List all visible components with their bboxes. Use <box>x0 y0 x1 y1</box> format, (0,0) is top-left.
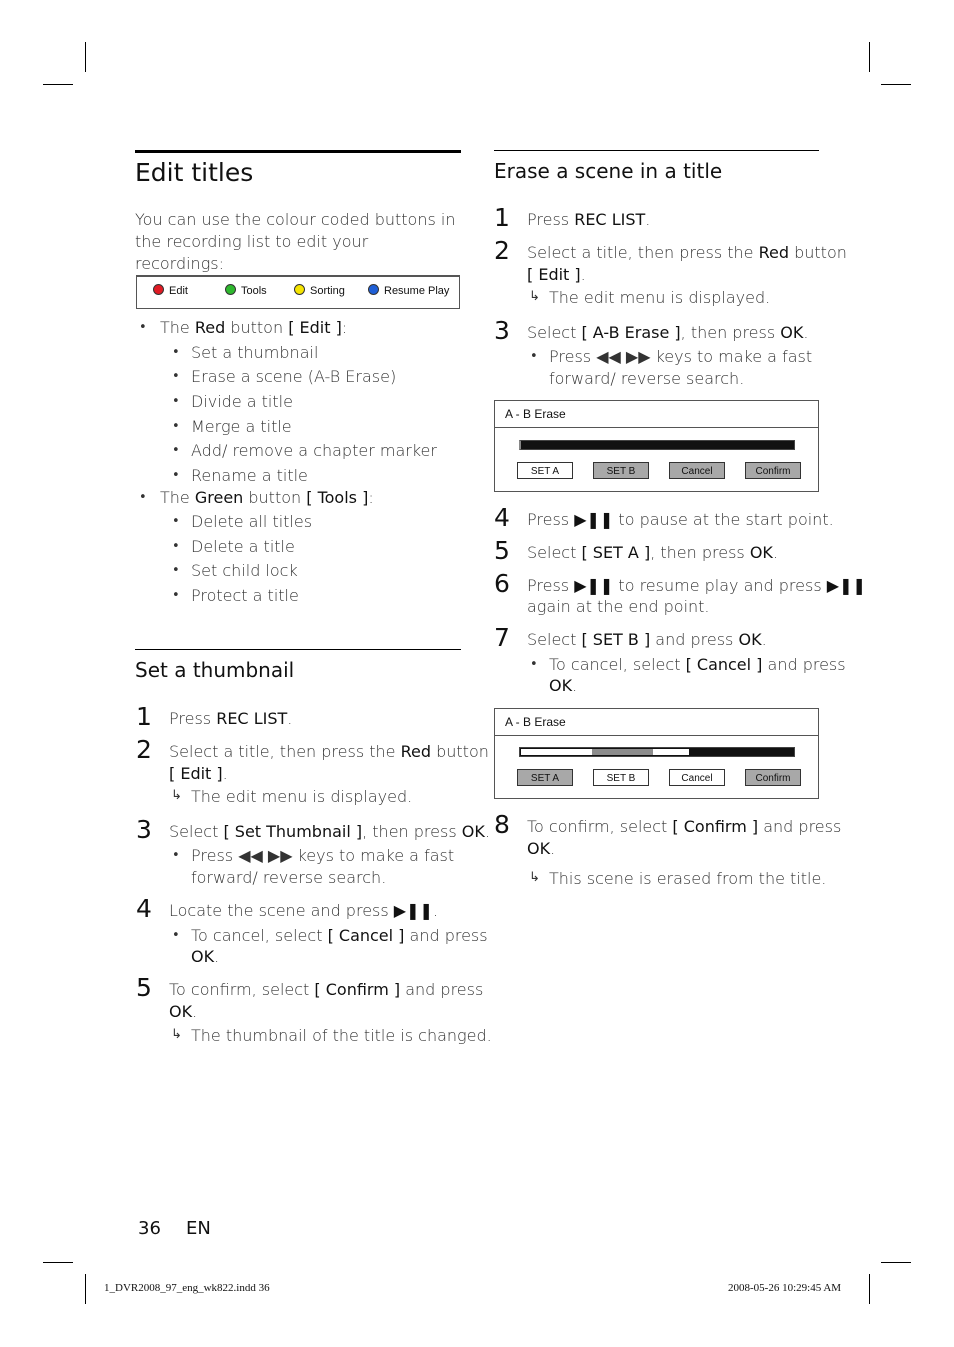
text: Select <box>527 323 582 342</box>
bullet-icon: • <box>530 657 538 672</box>
bullet-icon: • <box>172 563 180 578</box>
crop-mark <box>869 1274 870 1304</box>
step-text <box>169 1001 197 1023</box>
progress-bar <box>519 440 795 450</box>
step-number: 2 <box>136 735 152 764</box>
played-segment <box>521 749 592 755</box>
sub-text <box>191 925 488 947</box>
list-item: Erase a scene (A-B Erase) <box>191 367 397 386</box>
key: OK <box>738 630 762 649</box>
set-b-button[interactable]: SET B <box>593 462 649 479</box>
key: [ SET A ] <box>581 543 651 562</box>
key: OK <box>527 839 551 858</box>
text: button <box>243 488 307 507</box>
step-number: 7 <box>494 623 510 652</box>
bullet-icon: • <box>139 320 147 335</box>
text: button <box>431 742 489 761</box>
text: . <box>772 543 779 562</box>
panel-divider <box>495 427 818 428</box>
step-text <box>527 629 767 651</box>
text: button <box>225 318 289 337</box>
sub-text: Press ◀◀ ▶▶ keys to make a fast <box>191 846 455 865</box>
step-text <box>527 322 808 344</box>
step-text <box>527 816 841 838</box>
played-segment <box>653 749 689 755</box>
key: REC LIST <box>216 709 288 728</box>
result-arrow-icon: ↳ <box>529 289 540 304</box>
text: . <box>287 709 293 728</box>
text: and press <box>404 926 488 945</box>
key: Red <box>758 243 790 262</box>
key: OK <box>461 822 485 841</box>
sub-text <box>549 675 577 697</box>
text: and press <box>758 817 842 836</box>
bullet-icon: • <box>172 848 180 863</box>
text: Select a title, then press the <box>169 742 401 761</box>
legend-tools <box>225 277 267 305</box>
bullet-icon: • <box>139 490 147 505</box>
step-text <box>169 900 438 922</box>
section-heading: Erase a scene in a title <box>494 159 723 183</box>
legend-label: Edit <box>169 285 188 297</box>
bullet-icon: • <box>172 394 180 409</box>
step-text <box>527 838 555 860</box>
blue-dot-icon <box>368 284 379 295</box>
bullet-icon: • <box>172 443 180 458</box>
set-a-button[interactable]: SET A <box>517 462 573 479</box>
bullet-icon: • <box>172 419 180 434</box>
text: , then press <box>680 323 781 342</box>
list-item: Delete all titles <box>191 512 313 531</box>
bullet-icon: • <box>172 345 180 360</box>
key: REC LIST <box>574 210 646 229</box>
text: Select <box>169 822 224 841</box>
list-item: Set child lock <box>191 561 298 580</box>
play-pause-icon: ▶❚❚ <box>393 901 433 920</box>
text: Press <box>527 576 575 595</box>
text: . <box>222 764 228 783</box>
sub-text: forward/ reverse search. <box>549 369 745 388</box>
key: [ Set Thumbnail ] <box>223 822 363 841</box>
text: , then press <box>650 543 750 562</box>
crop-mark <box>881 1262 911 1263</box>
step-number: 1 <box>494 203 510 232</box>
red-dot-icon <box>153 284 164 295</box>
ab-erase-panel <box>494 400 819 492</box>
yellow-dot-icon <box>294 284 305 295</box>
panel-title: A - B Erase <box>505 407 566 421</box>
key-red: Red <box>194 318 226 337</box>
panel-title: A - B Erase <box>505 715 566 729</box>
text: Select <box>527 630 582 649</box>
cancel-button[interactable]: Cancel <box>669 769 725 786</box>
section-rule <box>135 649 461 650</box>
text: and press <box>400 980 484 999</box>
sub-text <box>191 946 219 968</box>
text: . <box>580 265 586 284</box>
key: OK <box>780 323 804 342</box>
legend-sorting <box>294 277 345 305</box>
text: To cancel, select <box>191 926 328 945</box>
text: . <box>484 822 490 841</box>
title-rule <box>135 150 461 153</box>
sub-text <box>549 654 846 676</box>
step-text <box>527 542 778 564</box>
legend-label: Sorting <box>310 285 345 297</box>
text: to pause at the start point. <box>613 510 834 529</box>
text: . <box>803 323 809 342</box>
text: . <box>572 676 578 695</box>
key-green: Green <box>194 488 244 507</box>
text: . <box>192 1002 198 1021</box>
text: Locate the scene and press <box>169 901 394 920</box>
text: . <box>550 839 556 858</box>
step-number: 8 <box>494 810 510 839</box>
page-number: 36 <box>138 1218 161 1239</box>
step-text <box>169 821 490 843</box>
step-text <box>527 242 847 264</box>
crop-mark <box>43 1262 73 1263</box>
key: [ Cancel ] <box>327 926 405 945</box>
list-item: Add/ remove a chapter marker <box>191 441 437 460</box>
result-text: The edit menu is displayed. <box>191 787 413 806</box>
text: The <box>160 318 195 337</box>
step-number: 6 <box>494 569 510 598</box>
step-text <box>169 979 483 1001</box>
step-number: 2 <box>494 236 510 265</box>
crop-mark <box>85 1274 86 1304</box>
crop-mark <box>43 84 73 85</box>
key: [ Edit ] <box>527 265 581 284</box>
file-slug: 1_DVR2008_97_eng_wk822.indd 36 <box>104 1282 270 1294</box>
panel-divider <box>495 735 818 736</box>
legend-label: Resume Play <box>384 285 450 297</box>
text: . <box>645 210 651 229</box>
section-heading: Set a thumbnail <box>135 658 295 682</box>
bullet-icon: • <box>172 539 180 554</box>
bullet-icon: • <box>172 369 180 384</box>
crop-mark <box>869 42 870 72</box>
page-title: Edit titles <box>135 158 254 187</box>
text: : <box>368 488 374 507</box>
key: [ Confirm ] <box>314 980 401 999</box>
play-pause-icon: ▶❚❚ <box>574 576 614 595</box>
bullet-icon: • <box>172 514 180 529</box>
text: Press <box>169 709 217 728</box>
section-rule <box>494 150 819 151</box>
result-arrow-icon: ↳ <box>171 1027 182 1042</box>
sub-text: Press ◀◀ ▶▶ keys to make a fast <box>549 347 813 366</box>
legend-label: Tools <box>241 285 267 297</box>
text: to resume play and press <box>613 576 827 595</box>
result-arrow-icon: ↳ <box>171 788 182 803</box>
red-button-line <box>160 317 347 339</box>
text: . <box>761 630 767 649</box>
play-pause-icon: ▶❚❚ <box>574 510 614 529</box>
text: and press <box>762 655 846 674</box>
legend-resume <box>368 277 449 305</box>
step-text <box>169 708 292 730</box>
date-slug: 2008-05-26 10:29:45 AM <box>728 1282 842 1294</box>
color-button-legend <box>136 275 460 309</box>
confirm-button[interactable]: Confirm <box>745 462 801 479</box>
result-text: The edit menu is displayed. <box>549 288 771 307</box>
text: Press <box>527 210 575 229</box>
set-b-button[interactable]: SET B <box>593 769 649 786</box>
key: OK <box>191 947 215 966</box>
text: and press <box>650 630 739 649</box>
step-text <box>169 763 228 785</box>
text: , then press <box>362 822 462 841</box>
step-text <box>527 509 834 531</box>
text: Press <box>527 510 575 529</box>
ab-erase-panel <box>494 708 819 799</box>
step-number: 4 <box>136 894 152 923</box>
key: OK <box>549 676 573 695</box>
bullet-icon: • <box>172 928 180 943</box>
green-dot-icon <box>225 284 236 295</box>
key: [ Edit ] <box>169 764 223 783</box>
bullet-icon: • <box>172 588 180 603</box>
erase-segment <box>592 749 653 755</box>
text: To cancel, select <box>549 655 686 674</box>
green-button-line <box>160 487 374 509</box>
list-item: Delete a title <box>191 537 295 556</box>
sub-text: forward/ reverse search. <box>191 868 387 887</box>
list-item: Protect a title <box>191 586 299 605</box>
list-item: Set a thumbnail <box>191 343 319 362</box>
confirm-button[interactable]: Confirm <box>745 769 801 786</box>
step-text: again at the end point. <box>527 597 710 616</box>
step-text <box>527 575 866 597</box>
step-number: 3 <box>494 316 510 345</box>
step-number: 3 <box>136 815 152 844</box>
key: [ SET B ] <box>581 630 651 649</box>
list-item: Rename a title <box>191 466 308 485</box>
result-text: This scene is erased from the title. <box>549 869 827 888</box>
text: . <box>214 947 220 966</box>
step-number: 1 <box>136 702 152 731</box>
text: Select <box>527 543 582 562</box>
cancel-button[interactable]: Cancel <box>669 462 725 479</box>
play-pause-icon: ▶❚❚ <box>826 576 866 595</box>
text: To confirm, select <box>527 817 673 836</box>
crop-mark <box>85 42 86 72</box>
key: Red <box>400 742 432 761</box>
list-item: Merge a title <box>191 417 292 436</box>
step-number: 5 <box>136 973 152 1002</box>
key: OK <box>169 1002 193 1021</box>
bullet-icon: • <box>172 468 180 483</box>
text: To confirm, select <box>169 980 315 999</box>
key: [ A-B Erase ] <box>581 323 681 342</box>
text: button <box>789 243 847 262</box>
list-item: Divide a title <box>191 392 293 411</box>
text: The <box>160 488 195 507</box>
key: [ Cancel ] <box>685 655 763 674</box>
legend-edit <box>153 277 188 305</box>
result-text: The thumbnail of the title is changed. <box>191 1026 492 1045</box>
key: OK <box>749 543 773 562</box>
text: . <box>432 901 439 920</box>
bullet-icon: • <box>530 349 538 364</box>
step-text <box>527 209 650 231</box>
text: Select a title, then press the <box>527 243 759 262</box>
step-number: 5 <box>494 536 510 565</box>
key-edit: [ Edit ] <box>288 318 342 337</box>
step-text <box>527 264 586 286</box>
text: : <box>341 318 348 337</box>
intro-text: You can use the colour coded buttons in the recording list to edit your recordings: <box>135 210 456 273</box>
page-language: EN <box>186 1218 211 1239</box>
step-number: 4 <box>494 503 510 532</box>
key: [ Confirm ] <box>672 817 759 836</box>
crop-mark <box>881 84 911 85</box>
key-tools: [ Tools ] <box>306 488 369 507</box>
set-a-button[interactable]: SET A <box>517 769 573 786</box>
step-text <box>169 741 489 763</box>
result-arrow-icon: ↳ <box>529 870 540 885</box>
